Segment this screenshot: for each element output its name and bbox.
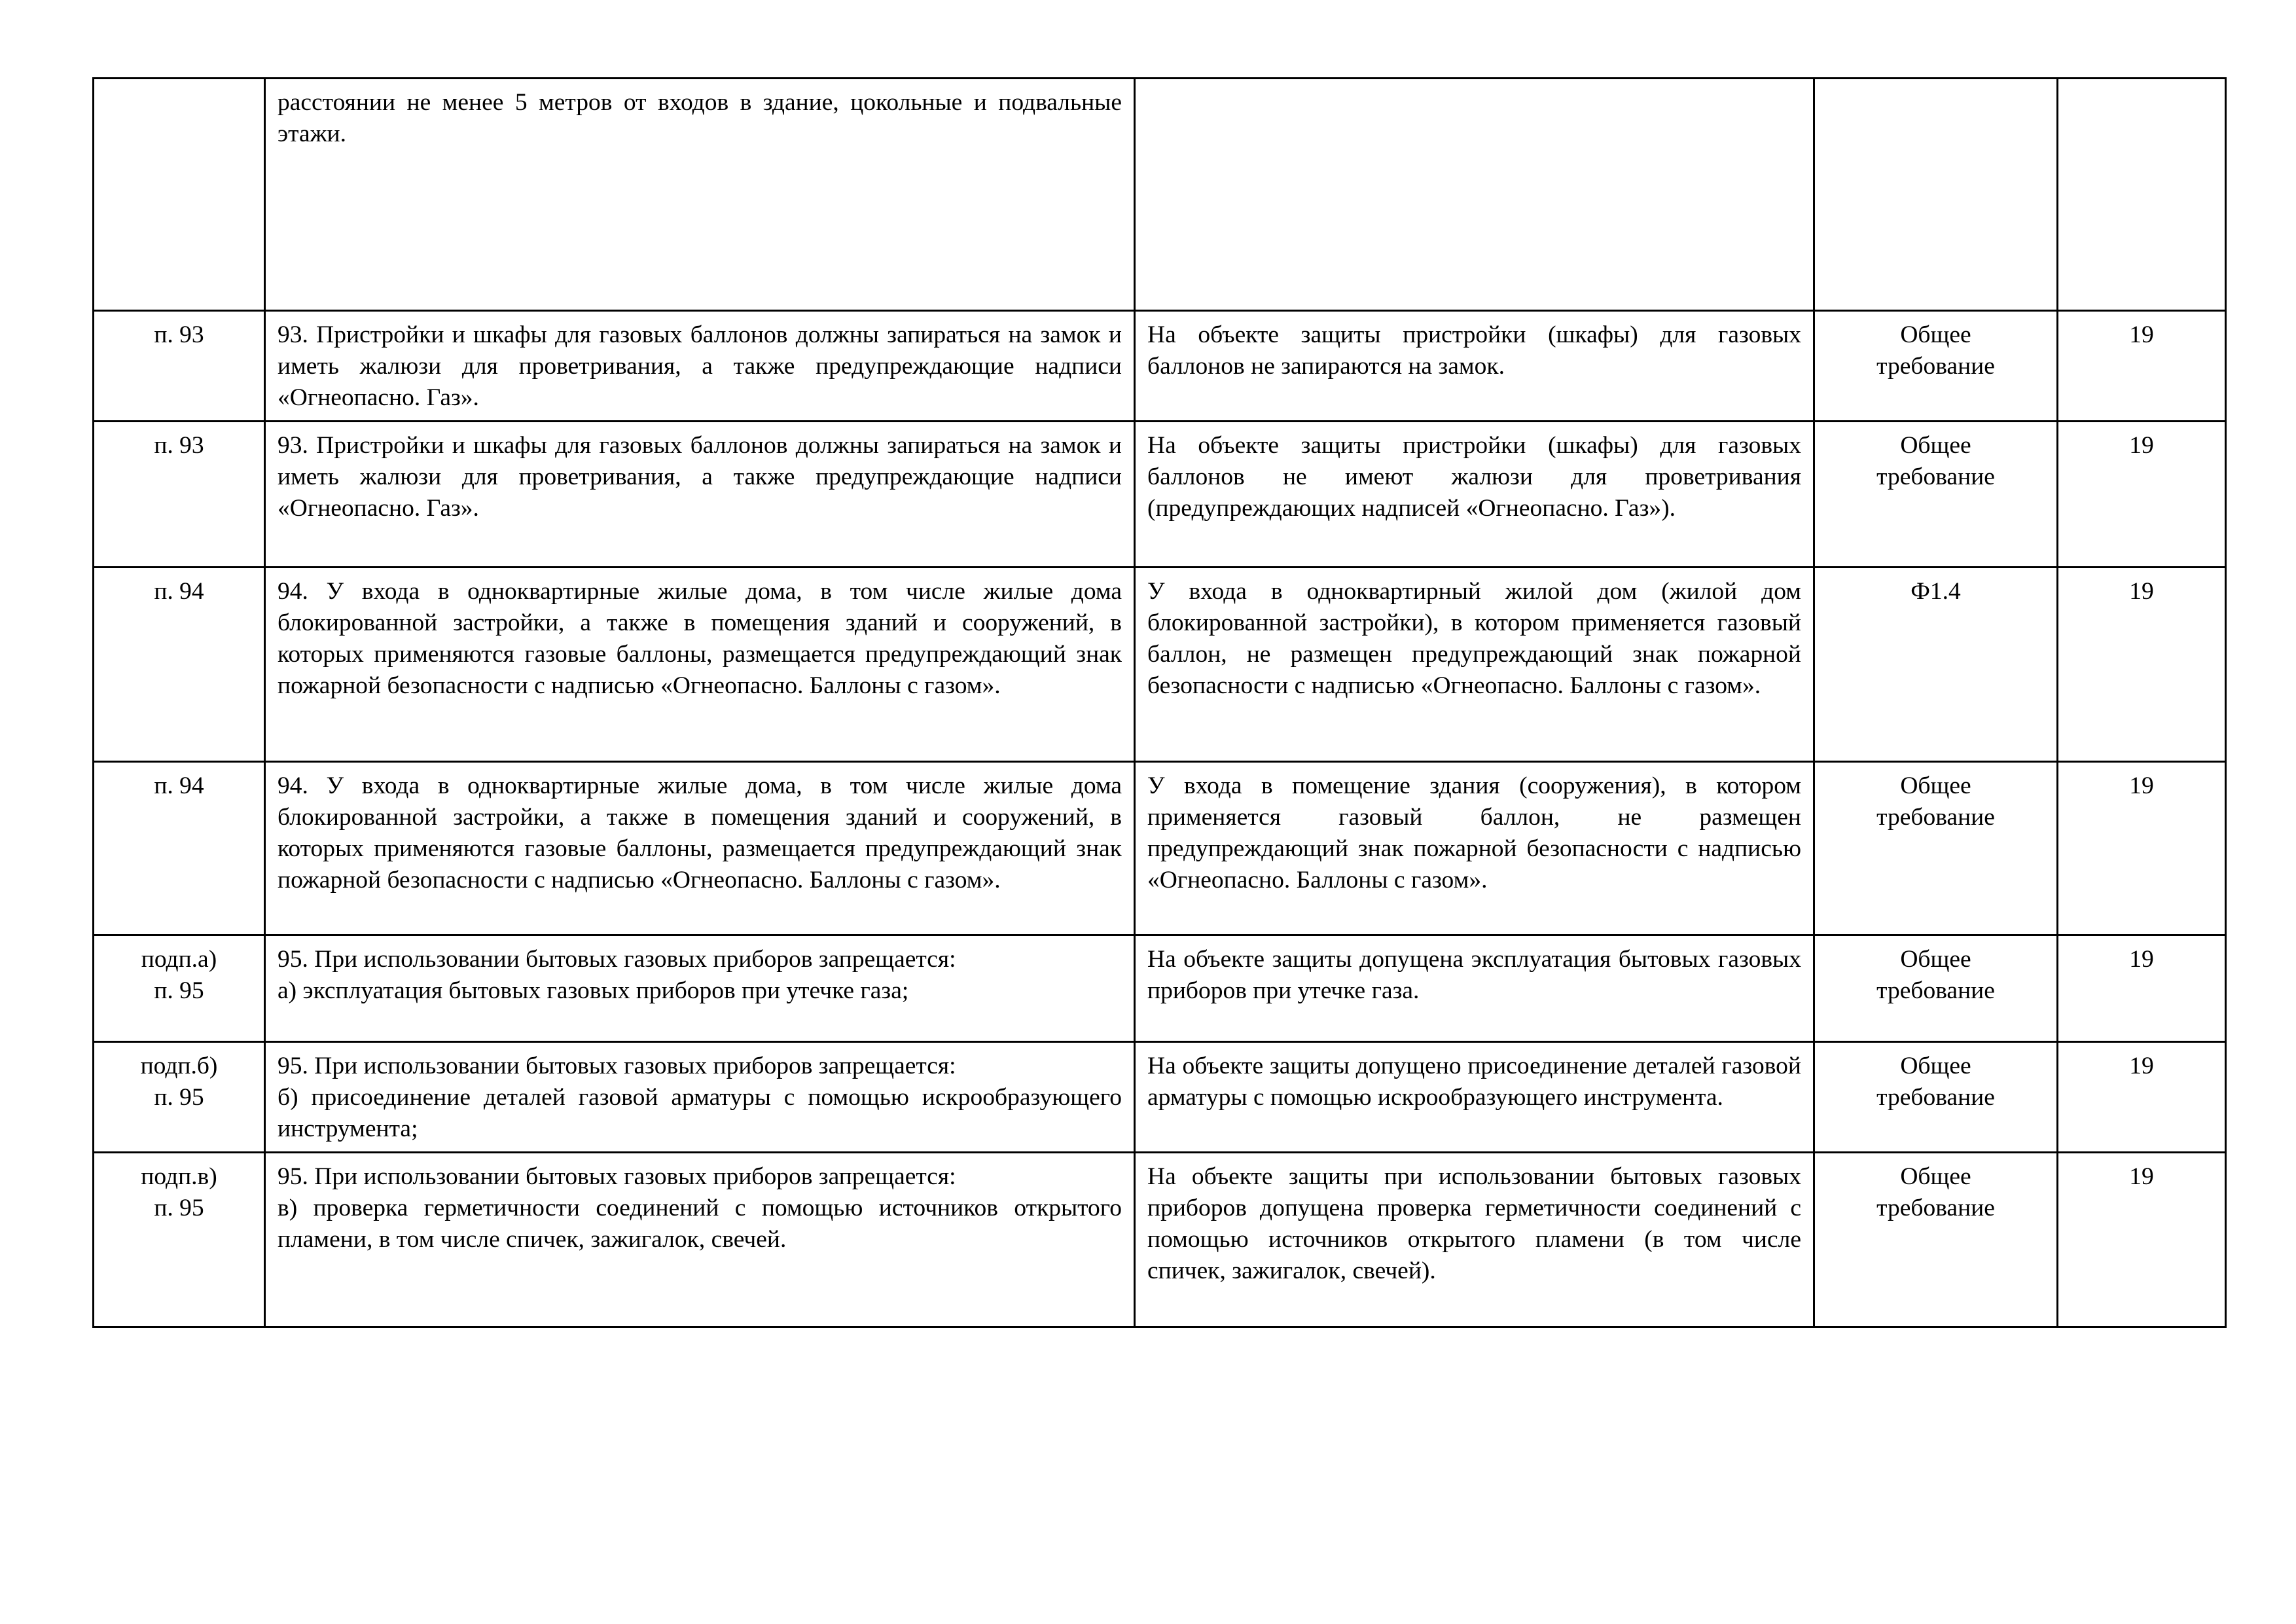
- violation-text-cell: На объекте защиты пристройки (шкафы) для газовых баллонов не запираются на замок.: [1135, 311, 1814, 422]
- category-line: Общее: [1900, 772, 1971, 799]
- clause-reference: подп.б): [140, 1053, 218, 1079]
- requirement-text-cell: [265, 935, 1135, 1042]
- violation-text-cell: У входа в одноквартирный жилой дом (жилой дом блокированной застройки), в котором применяется газовый баллон, не размещен предупреждающий знак пожарной безопасности с надписью «Огнеопасно. Баллоны с газом».: [1135, 568, 1814, 762]
- requirement-paragraph: 95. При использовании бытовых газовых приборов запрещается:: [278, 1163, 956, 1190]
- table-row: [94, 568, 2226, 762]
- category-line: требование: [1876, 804, 1995, 831]
- category-line: требование: [1876, 1195, 1995, 1221]
- requirement-paragraph: 93. Пристройки и шкафы для газовых баллонов должны запираться на замок и иметь жалюзи для проветривания, а также предупреждающие надписи «Огнеопасно. Газ».: [278, 432, 1122, 522]
- requirement-paragraph: 95. При использовании бытовых газовых приборов запрещается:: [278, 946, 956, 973]
- requirement-paragraph: 94. У входа в одноквартирные жилые дома, в том числе жилые дома блокированной застройки, а также в помещения зданий и сооружений, в которых применяются газовые баллоны, размещается предупреждающий знак пожарной безопасности с надписью «Огнеопасно. Баллоны с газом».: [278, 578, 1122, 699]
- category-line: требование: [1876, 463, 1995, 490]
- category-cell: [1814, 311, 2058, 422]
- requirement-text-cell: [265, 1042, 1135, 1153]
- category-cell: [1814, 1153, 2058, 1327]
- clause-reference-cell: [94, 1042, 265, 1153]
- category-line: Общее: [1900, 321, 1971, 348]
- requirement-text-cell: [265, 311, 1135, 422]
- table-row: [94, 935, 2226, 1042]
- clause-reference-cell: [94, 935, 265, 1042]
- table-row: [94, 1153, 2226, 1327]
- category-line: Общее: [1900, 1053, 1971, 1079]
- requirement-text-cell: [265, 1153, 1135, 1327]
- clause-reference: п. 95: [154, 977, 204, 1004]
- violation-text-cell: У входа в помещение здания (сооружения), в котором применяется газовый баллон, не размещен предупреждающий знак пожарной безопасности с надписью «Огнеопасно. Баллоны с газом».: [1135, 762, 1814, 935]
- category-line: Общее: [1900, 1163, 1971, 1190]
- category-cell: [1814, 79, 2058, 311]
- clause-reference-cell: [94, 1153, 265, 1327]
- table-row: [94, 311, 2226, 422]
- category-line: Общее: [1900, 432, 1971, 459]
- clause-reference-cell: [94, 568, 265, 762]
- number-cell: 19: [2058, 311, 2226, 422]
- category-cell: [1814, 935, 2058, 1042]
- number-cell: 19: [2058, 1042, 2226, 1153]
- clause-reference: п. 93: [154, 321, 204, 348]
- requirement-paragraph: 94. У входа в одноквартирные жилые дома, в том числе жилые дома блокированной застройки, а также в помещения зданий и сооружений, в которых применяются газовые баллоны, размещается предупреждающий знак пожарной безопасности с надписью «Огнеопасно. Баллоны с газом».: [278, 772, 1122, 893]
- table-row: [94, 762, 2226, 935]
- table-row: [94, 422, 2226, 568]
- violation-text-cell: На объекте защиты при использовании бытовых газовых приборов допущена проверка герметичности соединений с помощью источников открытого пламени (в том числе спичек, зажигалок, свечей).: [1135, 1153, 1814, 1327]
- requirement-paragraph: в) проверка герметичности соединений с помощью источников открытого пламени, в том числе спичек, зажигалок, свечей.: [278, 1195, 1122, 1253]
- requirement-paragraph: 93. Пристройки и шкафы для газовых баллонов должны запираться на замок и иметь жалюзи для проветривания, а также предупреждающие надписи «Огнеопасно. Газ».: [278, 321, 1122, 411]
- violation-text-cell: На объекте защиты допущена эксплуатация бытовых газовых приборов при утечке газа.: [1135, 935, 1814, 1042]
- clause-reference: подп.в): [141, 1163, 217, 1190]
- clause-reference: п. 95: [154, 1084, 204, 1111]
- requirements-table: [92, 77, 2227, 1328]
- clause-reference-cell: [94, 762, 265, 935]
- number-cell: 19: [2058, 422, 2226, 568]
- clause-reference-cell: [94, 79, 265, 311]
- category-cell: [1814, 762, 2058, 935]
- number-cell: 19: [2058, 935, 2226, 1042]
- requirement-paragraph: расстоянии не менее 5 метров от входов в здание, цокольные и подвальные этажи.: [278, 89, 1122, 147]
- number-cell: 19: [2058, 762, 2226, 935]
- category-line: требование: [1876, 1084, 1995, 1111]
- category-cell: [1814, 568, 2058, 762]
- clause-reference: п. 95: [154, 1195, 204, 1221]
- category-cell: [1814, 422, 2058, 568]
- clause-reference: подп.а): [141, 946, 217, 973]
- category-line: требование: [1876, 353, 1995, 380]
- requirement-paragraph: б) присоединение деталей газовой арматуры с помощью искрообразующего инструмента;: [278, 1084, 1122, 1142]
- number-cell: 19: [2058, 1153, 2226, 1327]
- violation-text-cell: На объекте защиты допущено присоединение деталей газовой арматуры с помощью искрообразующего инструмента.: [1135, 1042, 1814, 1153]
- category-line: Ф1.4: [1910, 578, 1961, 605]
- table-row: [94, 1042, 2226, 1153]
- clause-reference-cell: [94, 311, 265, 422]
- requirement-text-cell: [265, 568, 1135, 762]
- violation-text-cell: На объекте защиты пристройки (шкафы) для газовых баллонов не имеют жалюзи для проветривания (предупреждающих надписей «Огнеопасно. Газ»).: [1135, 422, 1814, 568]
- requirements-table-body: [94, 79, 2226, 1327]
- category-cell: [1814, 1042, 2058, 1153]
- requirement-text-cell: [265, 762, 1135, 935]
- requirement-text-cell: [265, 79, 1135, 311]
- clause-reference: п. 94: [154, 772, 204, 799]
- violation-text-cell: [1135, 79, 1814, 311]
- clause-reference: п. 94: [154, 578, 204, 605]
- requirement-text-cell: [265, 422, 1135, 568]
- requirement-paragraph: 95. При использовании бытовых газовых приборов запрещается:: [278, 1053, 956, 1079]
- category-line: требование: [1876, 977, 1995, 1004]
- number-cell: 19: [2058, 568, 2226, 762]
- clause-reference-cell: [94, 422, 265, 568]
- clause-reference: п. 93: [154, 432, 204, 459]
- requirement-paragraph: а) эксплуатация бытовых газовых приборов при утечке газа;: [278, 977, 909, 1004]
- number-cell: [2058, 79, 2226, 311]
- table-row: [94, 79, 2226, 311]
- category-line: Общее: [1900, 946, 1971, 973]
